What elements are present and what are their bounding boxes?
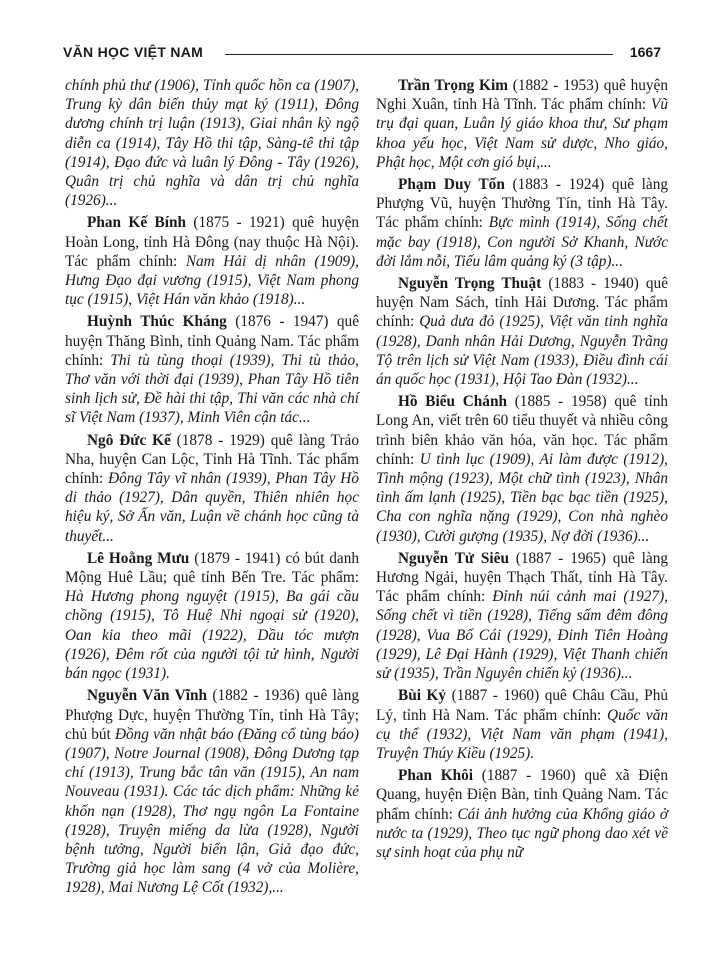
author-bio: (1887 - 1965) quê làng Hương Ngải, huyện Thạch Thất, tỉnh Hà Tây. Tác phẩm chính: — [376, 549, 668, 606]
author-entry — [65, 312, 359, 427]
author-works: Đông Tây vĩ nhân (1939), Phan Tây Hồ di thảo (1927), Dân quyền, Thiên nhiên học hiệu ký, Sở Ấn văn, Luận về chánh học cũng tà thuyết... — [65, 470, 359, 545]
author-bio: (1875 - 1921) quê huyện Hoàn Long, tỉnh Hà Đông (nay thuộc Hà Nội). Tác phẩm chính: — [65, 214, 360, 270]
header-rule — [225, 54, 613, 55]
author-entry — [376, 175, 668, 271]
author-bio: (1882 - 1953) quê huyện Nghi Xuân, tỉnh Hà Tĩnh. Tác phẩm chính: — [376, 77, 668, 114]
author-entry — [65, 431, 359, 546]
author-name: Phan Khôi — [398, 767, 474, 785]
author-works: Bực mình (1914), Sống chết mặc bay (1918), Con người Sở Khanh, Nước đời lắm nỗi, Tiếu lâm quảng ký (3 tập)... — [376, 214, 668, 270]
author-entry — [376, 274, 668, 389]
author-name: Bùi Kỷ — [398, 687, 447, 705]
author-works: Quốc văn cụ thể (1932), Việt Nam văn phạm (1941), Truyện Thúy Kiều (1925). — [376, 706, 668, 762]
author-bio: (1885 - 1958) quê tỉnh Long An, viết trên 60 tiểu thuyết và nhiều công trình biên khảo văn hóa, văn học. Tác phẩm chính: — [376, 393, 668, 468]
author-name: Lê Hoằng Mưu — [87, 549, 190, 567]
author-bio: (1887 - 1960) quê xã Điện Quang, huyện Điện Bàn, tỉnh Quảng Nam. Tác phẩm chính: — [376, 767, 668, 823]
right-column — [376, 76, 668, 865]
author-entry — [376, 686, 668, 763]
author-works: Đỉnh núi cảnh mai (1927), Sống chết vì tiền (1928), Tiếng sấm đêm đông (1928), Vua Bố Cái (1929), Đinh Tiên Hoàng (1929), Lê Đại Hành (1929), Việt Thanh chiến sử (1935), Trần Nguyên chiến kỷ (1936)... — [376, 588, 668, 683]
author-name: Hồ Biểu Chánh — [398, 393, 507, 411]
author-entry — [65, 213, 359, 309]
author-works: Vũ trụ đại quan, Luân lý giáo khoa thư, Sư phạm khoa yếu học, Việt Nam sử dược, Nho giáo, Phật học, Một cơn gió bụi,... — [376, 96, 668, 171]
page-header — [63, 44, 661, 62]
author-works: Quả dưa đỏ (1925), Việt văn tinh nghĩa (1928), Danh nhân Hải Dương, Nguyễn Trãng Tộ trên lịch sử Việt Nam (1933), Điều đình cái án quốc học (1931), Hội Tao Đàn (1932)... — [376, 313, 668, 389]
author-entry — [65, 549, 359, 683]
author-entry — [65, 76, 359, 210]
left-column — [65, 76, 359, 901]
author-works: Thi tù tùng thoại (1939), Thi tù thảo, Thơ văn với thời đại (1939), Phan Tây Hồ tiên sinh lịch sử, Đề hài thi tập, Thi văn các nhà chí sĩ Việt Nam (1937), Minh Viên cận tác... — [65, 351, 359, 427]
author-bio: (1883 - 1940) quê huyện Nam Sách, tỉnh Hải Dương. Tác phẩm chính: — [376, 275, 668, 331]
author-works: Đồng văn nhật báo (Đăng cổ tùng báo) (1907), Notre Journal (1908), Đông Dương tạp chí (1913), Trung bắc tân văn (1915), An nam Nouveau (1931). Các tác dịch phẩm: Những kẻ khốn nạn (1928), Thơ ngụ ngôn La Fontaine (1928), Truyện miếng da lừa (1928), Người bệnh tưởng, Người biển lận, Giả đạo đức, Trường giả học làm sang (4 vở của Molière, 1928), Mai Nương Lệ Cốt (1932),... — [65, 725, 359, 897]
author-works: Nam Hải dị nhân (1909), Hưng Đạo đại vương (1915), Việt Nam phong tục (1915), Việt Hán văn khảo (1918)... — [65, 252, 359, 309]
author-entry — [376, 549, 668, 683]
author-name: Nguyễn Trọng Thuật — [398, 275, 542, 293]
author-name: Ngô Đức Kế — [87, 431, 171, 449]
author-entry — [65, 686, 359, 897]
author-bio: (1876 - 1947) quê huyện Thăng Bình, tỉnh Quảng Nam. Tác phẩm chính: — [65, 313, 359, 369]
running-title: VĂN HỌC VIỆT NAM — [63, 44, 204, 60]
author-works: Cái ảnh hưởng của Khổng giáo ở nước ta (1929), Theo tục ngữ phong dao xét về sự sinh hoạt của phụ nữ — [376, 805, 668, 861]
author-name: Huỳnh Thúc Kháng — [87, 313, 227, 331]
author-bio: (1879 - 1941) có bút danh Mộng Huê Lầu; quê tỉnh Bến Tre. Tác phẩm: — [65, 549, 359, 587]
author-name: Nguyễn Văn Vĩnh — [87, 687, 207, 705]
author-name: Phạm Duy Tốn — [398, 176, 505, 194]
author-entry — [376, 76, 668, 172]
author-entry — [376, 766, 668, 862]
author-works: Hà Hương phong nguyệt (1915), Ba gái cầu chồng (1915), Tô Huệ Nhi ngoại sử (1920), Oan kia theo mãi (1922), Dầu tóc mượn (1926), Đêm rốt của người tội tử hình, Người bán ngọc (1931). — [65, 588, 359, 683]
author-bio: (1882 - 1936) quê làng Phượng Dực, huyện Thường Tín, tỉnh Hà Tây; chủ bút — [65, 687, 359, 743]
author-works: U tình lục (1909), Ai làm được (1912), Tình mộng (1923), Một chữ tình (1923), Nhân tình ấm lạnh (1925), Tiền bạc bạc tiền (1925), Cha con nghĩa nặng (1929), Con nhà nghèo (1930), Cười gượng (1935), Nợ đời (1936)... — [376, 450, 668, 545]
author-bio: (1887 - 1960) quê Châu Cầu, Phủ Lý, tỉnh Hà Nam. Tác phẩm chính: — [376, 687, 668, 724]
author-bio: (1878 - 1929) quê làng Trảo Nha, huyện Can Lộc, Tỉnh Hà Tĩnh. Tác phẩm chính: — [65, 431, 359, 488]
author-bio: (1883 - 1924) quê làng Phượng Vũ, huyện Thường Tín, tỉnh Hà Tây. Tác phẩm chính: — [376, 176, 668, 232]
author-entry — [376, 392, 668, 546]
author-works: chính phủ thư (1906), Tỉnh quốc hồn ca (1907), Trung kỳ dân biến thủy mạt ký (1911), Đông dương chính trị luận (1913), Giai nhân kỳ ngộ diễn ca (1914), Tây Hồ thi tập, Sàng-tê thi tập (1914), Đạo đức và luân lý Đông - Tây (1926), Quân trị chủ nghĩa và dân trị chủ nghĩa (1926)... — [65, 77, 359, 210]
author-name: Phan Kế Bính — [87, 214, 186, 232]
author-name: Trần Trọng Kim — [398, 77, 508, 94]
author-name: Nguyễn Tử Siêu — [398, 549, 509, 567]
page-number: 1667 — [629, 44, 661, 60]
